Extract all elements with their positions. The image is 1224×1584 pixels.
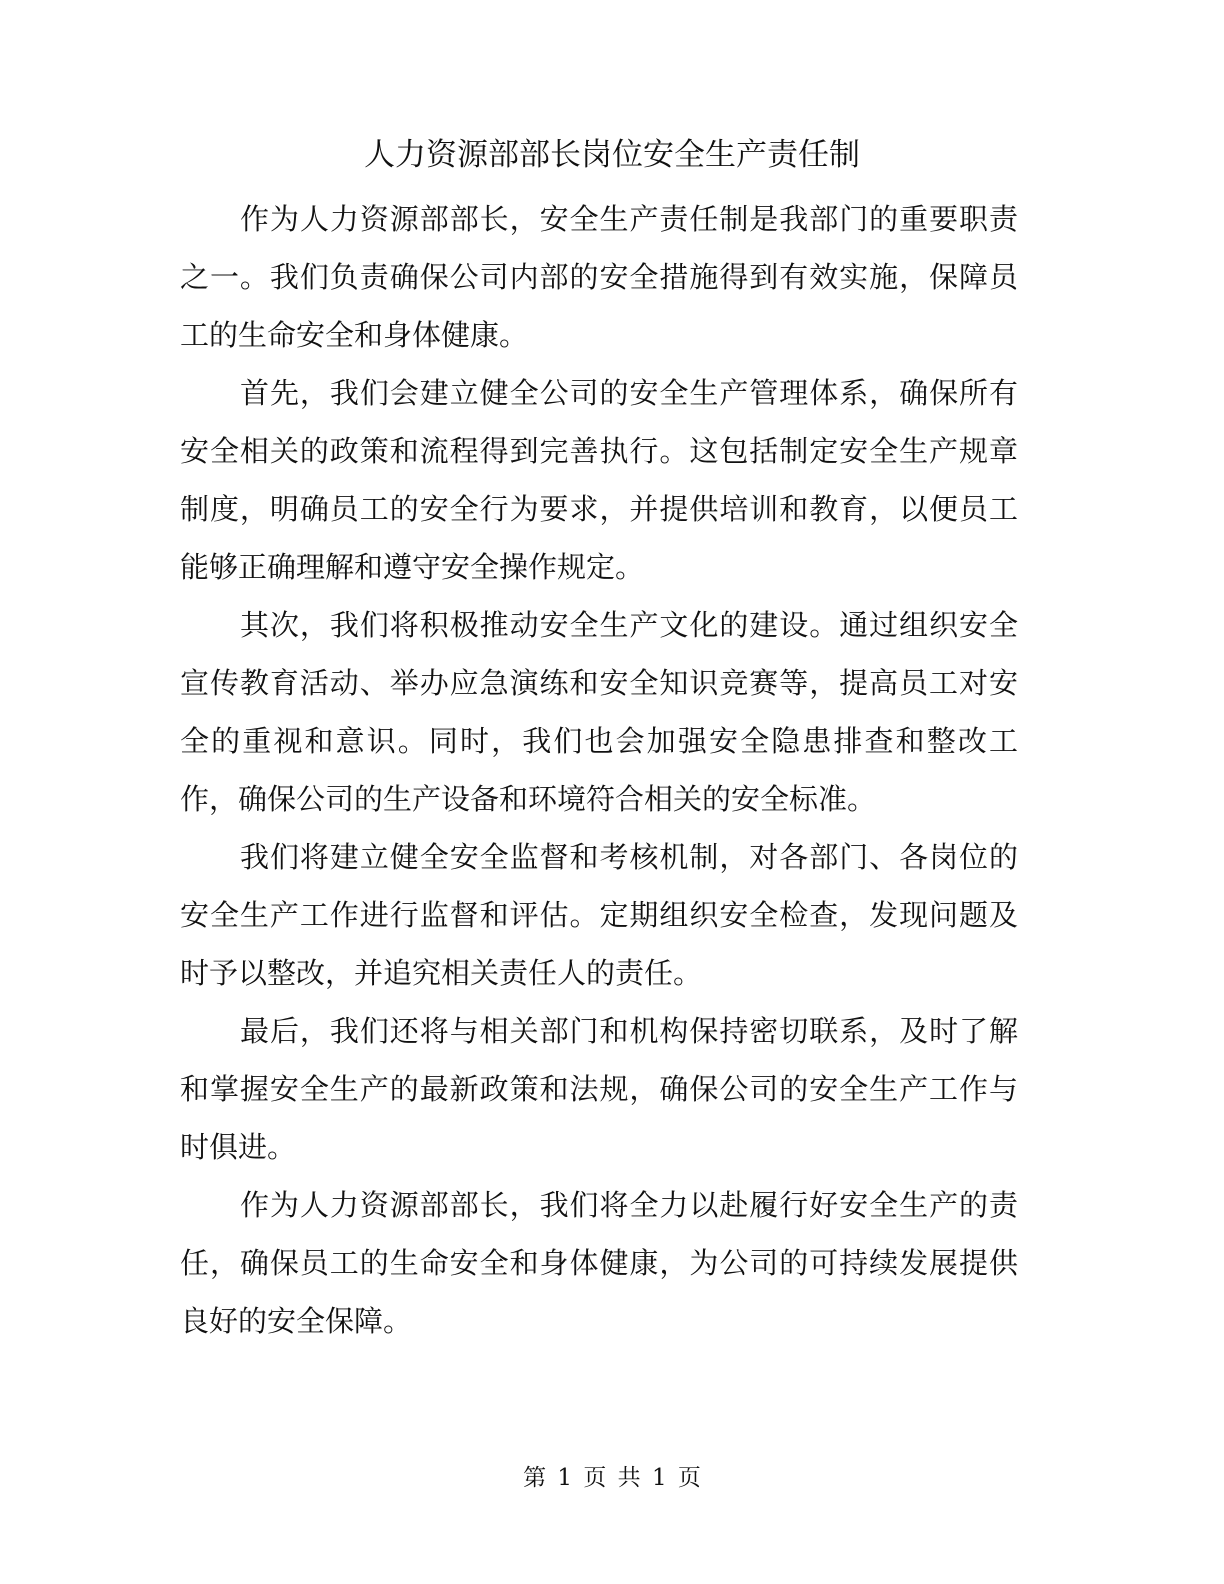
- paragraph-4: 我们将建立健全安全监督和考核机制，对各部门、各岗位的安全生产工作进行监督和评估。定期组织安全检查，发现问题及时予以整改，并追究相关责任人的责任。: [180, 840, 1018, 990]
- paragraph-1: 作为人力资源部部长，安全生产责任制是我部门的重要职责之一。我们负责确保公司内部的安全措施得到有效实施，保障员工的生命安全和身体健康。: [180, 202, 1018, 352]
- page-footer: 第 1 页 共 1 页: [523, 1465, 701, 1491]
- paragraph-6: 作为人力资源部部长，我们将全力以赴履行好安全生产的责任，确保员工的生命安全和身体健康，为公司的可持续发展提供良好的安全保障。: [180, 1188, 1018, 1338]
- paragraph-3: 其次，我们将积极推动安全生产文化的建设。通过组织安全宣传教育活动、举办应急演练和安全知识竞赛等，提高员工对安全的重视和意识。同时，我们也会加强安全隐患排查和整改工作，确保公司的生产设备和环境符合相关的安全标准。: [180, 608, 1018, 816]
- paragraph-5: 最后，我们还将与相关部门和机构保持密切联系，及时了解和掌握安全生产的最新政策和法规，确保公司的安全生产工作与时俱进。: [180, 1014, 1018, 1164]
- document-title: 人力资源部部长岗位安全生产责任制: [364, 137, 860, 173]
- paragraph-2: 首先，我们会建立健全公司的安全生产管理体系，确保所有安全相关的政策和流程得到完善执行。这包括制定安全生产规章制度，明确员工的安全行为要求，并提供培训和教育，以便员工能够正确理解和遵守安全操作规定。: [180, 376, 1018, 584]
- document-body: [180, 190, 1018, 1350]
